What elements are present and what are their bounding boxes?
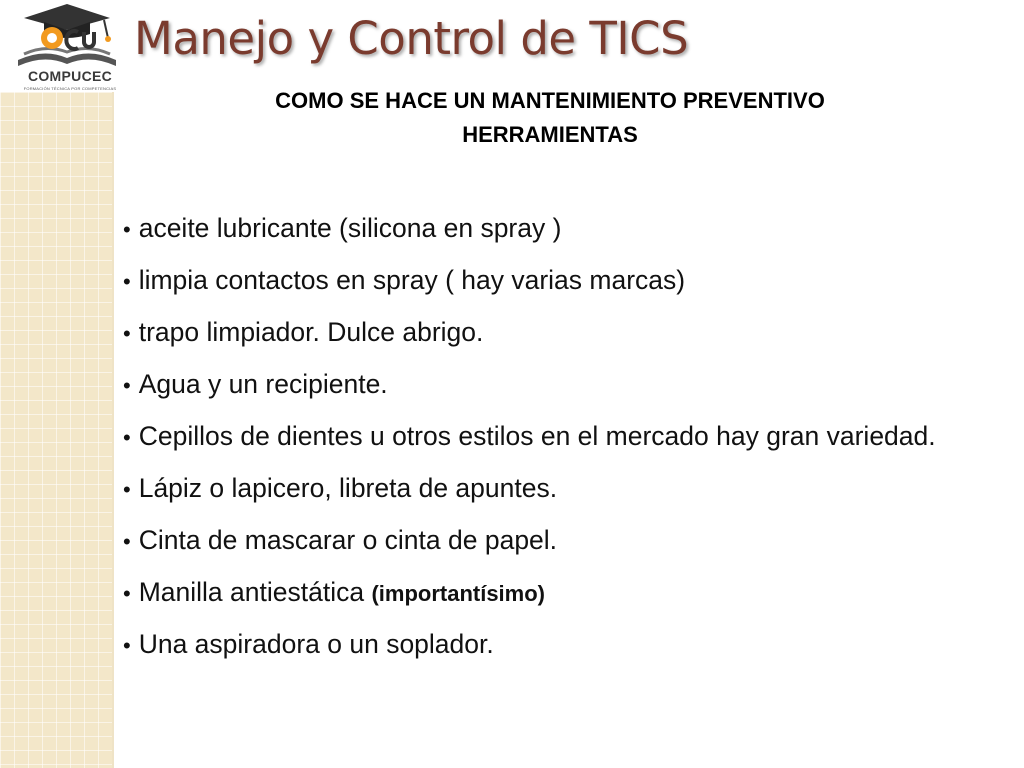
logo-tagline: FORMACIÓN TÉCNICA POR COMPETENCIAS — [23, 86, 117, 91]
bullet-icon: • — [123, 425, 131, 450]
list-item-text: Agua y un recipiente. — [138, 369, 388, 399]
list-item — [123, 626, 973, 664]
bullet-icon: • — [123, 633, 131, 658]
bullet-icon: • — [123, 269, 131, 294]
subtitle-line-2: HERRAMIENTAS — [462, 122, 638, 147]
list-item-text: Cepillos de dientes u otros estilos en el mercado hay gran variedad. — [138, 421, 936, 451]
list-item — [123, 262, 973, 300]
decorative-side-band — [0, 92, 114, 768]
bullet-icon: • — [123, 581, 131, 606]
tools-bullet-list — [123, 210, 973, 678]
page-title: Manejo y Control de TICS — [134, 12, 689, 65]
bullet-icon: • — [123, 217, 131, 242]
bullet-icon: • — [123, 321, 131, 346]
list-item-emphasis: (importantísimo) — [371, 581, 545, 606]
list-item-text: trapo limpiador. Dulce abrigo. — [138, 317, 484, 347]
list-item-text: aceite lubricante (silicona en spray ) — [138, 213, 562, 243]
list-item — [123, 366, 973, 404]
list-item-text: Lápiz o lapicero, libreta de apuntes. — [138, 473, 558, 503]
compucec-logo — [4, 2, 130, 94]
list-item — [123, 418, 973, 456]
bullet-icon: • — [123, 529, 131, 554]
list-item-text: Manilla antiestática — [138, 577, 372, 607]
logo-name: COMPUCEC — [27, 68, 113, 84]
list-item-text: limpia contactos en spray ( hay varias marcas) — [138, 265, 686, 295]
bullet-icon: • — [123, 373, 131, 398]
logo-emblem-icon — [4, 2, 130, 72]
list-item — [123, 210, 973, 248]
list-item — [123, 470, 973, 508]
list-item-text: Una aspiradora o un soplador. — [138, 629, 494, 659]
list-item — [123, 314, 973, 352]
list-item — [123, 522, 973, 560]
subtitle-line-1: COMO SE HACE UN MANTENIMIENTO PREVENTIVO — [275, 88, 825, 113]
slide-subtitle — [120, 84, 980, 152]
list-item — [123, 574, 973, 612]
list-item-text: Cinta de mascarar o cinta de papel. — [138, 525, 558, 555]
bullet-icon: • — [123, 477, 131, 502]
